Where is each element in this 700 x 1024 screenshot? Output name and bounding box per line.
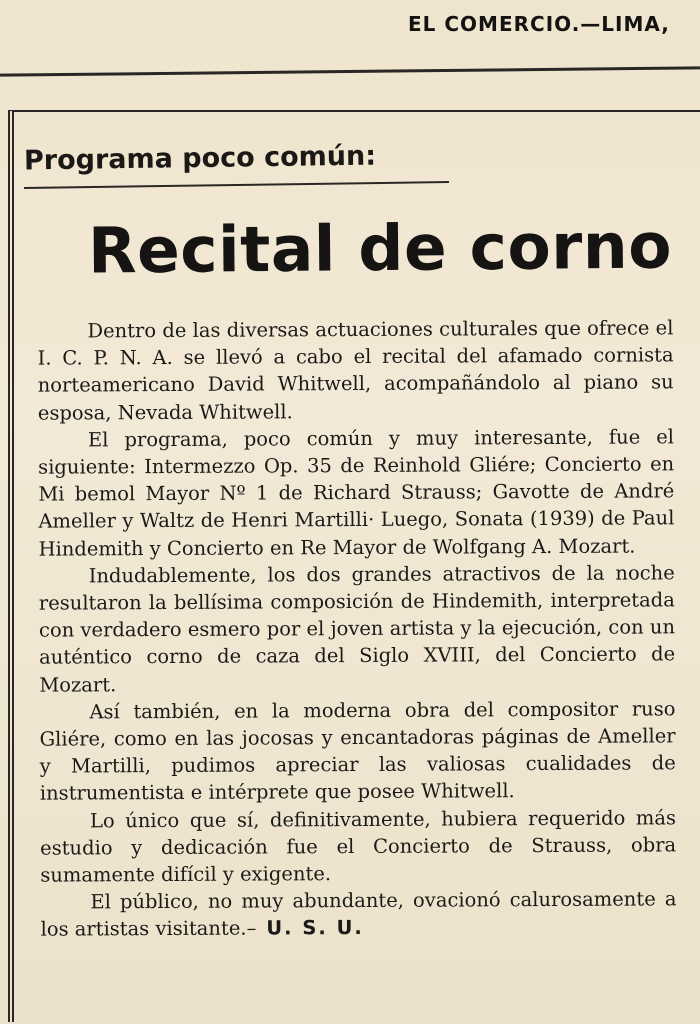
article-paragraph-4: Así también, en la moderna obra del compositor ruso Gliére, como en las jocosas y encantadoras páginas de Ameller y Martilli, pudimos apreciar las valiosas cualidades de instrumentista e intérprete que posee Whitwell. (39, 697, 676, 806)
article-paragraph-6 (40, 886, 676, 944)
author-byline: U. S. U. (266, 916, 364, 940)
newspaper-masthead: EL COMERCIO.—LIMA, (408, 12, 670, 36)
masthead-rule (0, 66, 700, 76)
article-body (37, 314, 676, 943)
article-paragraph-3: Indudablemente, los dos grandes atractivos de la noche resultaron la bellísima composición de Hindemith, interpretada con verdadero esmero por el joven artista y la ejecución, con un auténtico corno de caza del Siglo XVIII, del Concierto de Mozart. (38, 561, 676, 697)
article-headline: Recital de corno (87, 209, 673, 288)
article-kicker: Programa poco común: (23, 140, 377, 177)
closing-text: El público, no muy abundante, ovacionó calurosamente a los artistas visitante.– (40, 887, 677, 942)
article-paragraph-1: Dentro de las diversas actuaciones culturales que ofrece el I. C. P. N. A. se llevó a cabo el recital del afamado cornista norteamericano David Whitwell, acompañándolo al piano su esposa, Nevada Whitwell. (37, 316, 674, 425)
article-paragraph-5: Lo único que sí, definitivamente, hubiera requerido más estudio y dedicación fue el Concierto de Strauss, obra sumamente difícil y exigente. (40, 805, 677, 887)
article-paragraph-2: El programa, poco común y muy interesante, fue el siguiente: Intermezzo Op. 35 de Reinhold Gliére; Concierto en Mi bemol Mayor Nº 1 de Richard Strauss; Gavotte de André Ameller y Waltz de Henri Martilli· Luego, Sonata (1939) de Paul Hindemith y Concierto en Re Mayor de Wolfgang A. Mozart. (38, 425, 675, 561)
